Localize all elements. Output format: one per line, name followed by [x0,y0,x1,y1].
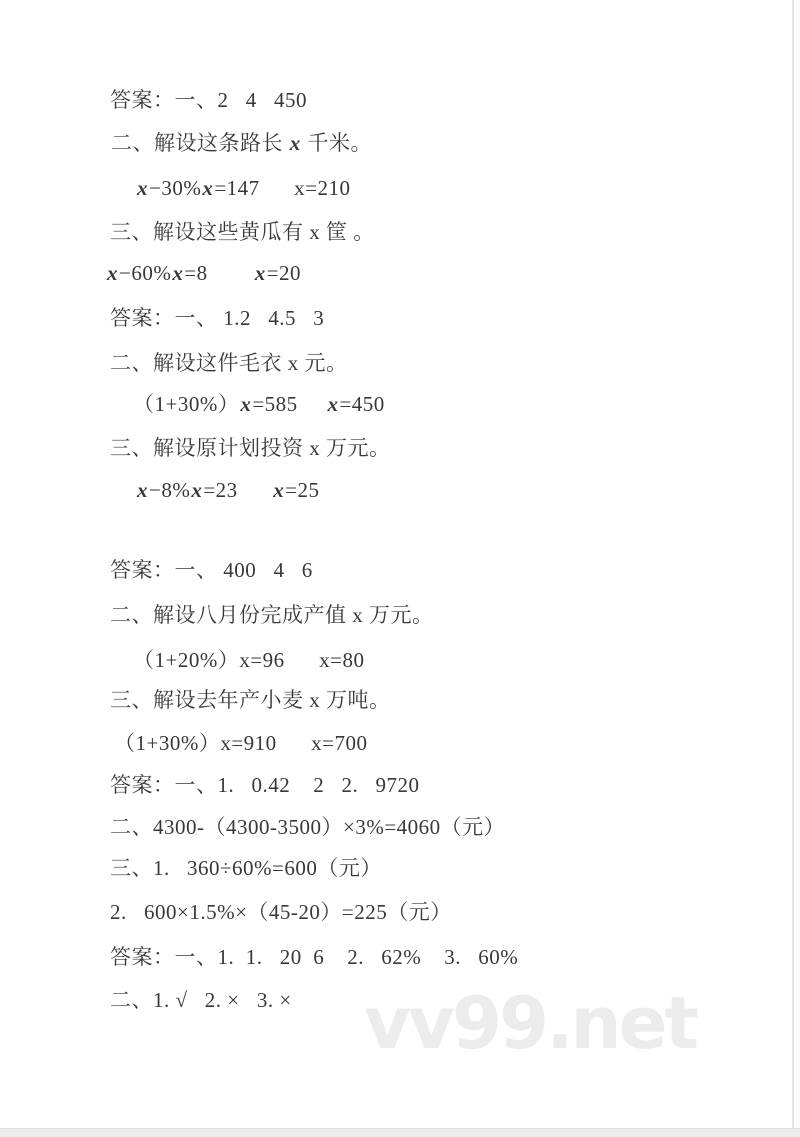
text-run: 答案：一、2 4 450 [110,88,307,112]
text-line [110,806,505,848]
text-run: 千米。 [301,131,372,155]
text-run: （1+30%） [133,392,240,416]
variable-x: x [137,176,148,200]
text-line [111,122,372,164]
text-run: =585 [252,392,327,416]
text-run: 二、解设八月份完成产值 x 万元。 [110,603,434,627]
text-run: −8% [149,478,191,502]
text-run: 答案：一、 400 4 6 [110,558,313,582]
text-run: 二、解设这条路长 [111,131,289,155]
text-line [133,639,365,681]
text-line [133,383,385,425]
text-line [110,936,518,978]
page-right-margin [794,0,800,1137]
page-bottom-edge [0,1128,800,1137]
text-run: 三、解设去年产小麦 x 万吨。 [110,688,391,712]
text-run: 三、解设原计划投资 x 万元。 [110,436,391,460]
text-line [110,211,375,253]
text-run: 2. 600×1.5%×（45-20）=225（元） [110,900,452,924]
text-run: 答案：一、1. 1. 20 6 2. 62% 3. 60% [110,945,519,969]
text-run: （1+20%）x=96 x=80 [133,648,365,672]
text-run: =8 [184,261,254,285]
text-run: 答案：一、1. 0.42 2 2. 9720 [110,773,420,797]
variable-x: x [191,478,203,502]
text-run: 二、解设这件毛衣 x 元。 [110,351,348,375]
text-line [110,764,420,806]
text-run: 二、1. √ 2. × 3. × [110,988,292,1012]
text-run: −60% [119,261,172,285]
variable-x: x [254,261,266,285]
text-line [110,979,292,1021]
text-line [110,594,434,636]
text-run: =23 [203,478,273,502]
text-run: 三、解设这些黄瓜有 x 筐 。 [110,220,375,244]
text-line [110,847,382,889]
text-line [114,722,368,764]
watermark: vv99.net [364,981,696,1065]
text-run: （1+30%）x=910 x=700 [114,731,368,755]
variable-x: x [202,176,214,200]
variable-x: x [172,261,184,285]
text-line [136,167,351,209]
variable-x: x [240,392,252,416]
text-line [106,252,301,294]
text-line [110,297,324,339]
variable-x: x [137,478,148,502]
text-run: =20 [266,261,302,285]
text-run: −30% [149,176,202,200]
text-run: =25 [285,478,320,502]
variable-x: x [273,478,285,502]
text-run: 二、4300-（4300-3500）×3%=4060（元） [110,815,506,839]
text-run: 三、1. 360÷60%=600（元） [110,856,382,880]
text-run: =450 [339,392,385,416]
text-line [110,427,391,469]
text-line [110,549,313,591]
text-run: =147 x=210 [214,176,351,200]
text-line [136,469,320,511]
variable-x: x [107,261,118,285]
text-line [110,891,452,933]
text-run: 答案：一、 1.2 4.5 3 [110,306,325,330]
text-line [110,679,391,721]
variable-x: x [289,131,301,155]
text-line [110,342,348,384]
variable-x: x [327,392,339,416]
text-line [110,79,307,121]
page-right-edge [792,0,794,1137]
